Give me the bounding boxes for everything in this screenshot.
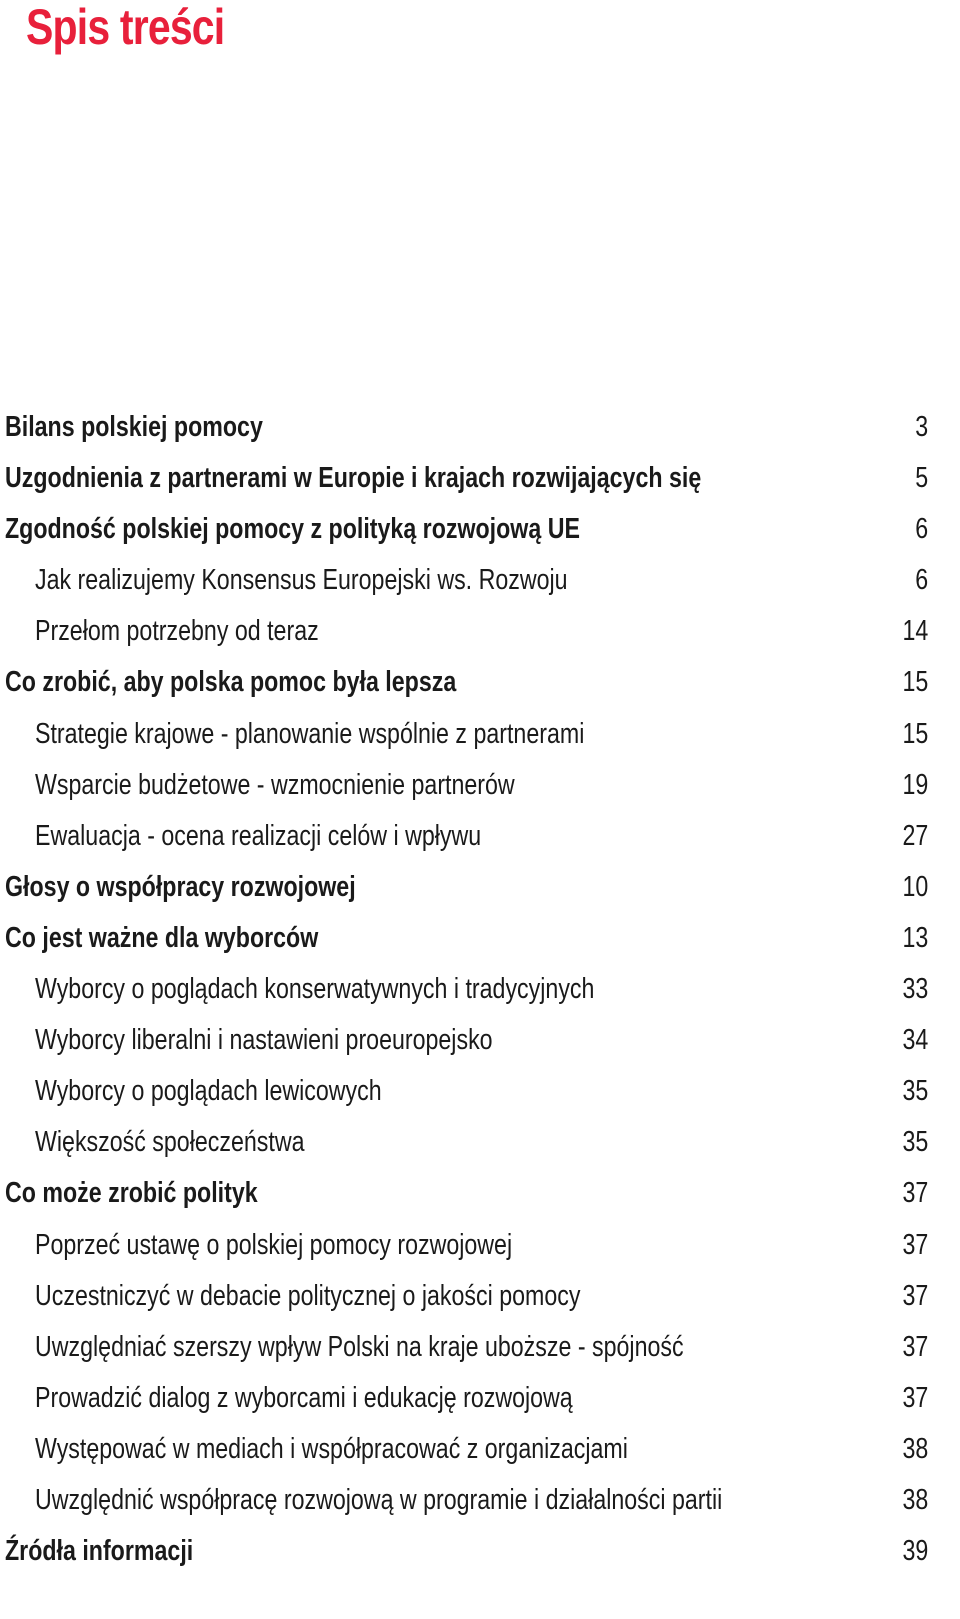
toc-entry-page: 35 <box>902 1075 928 1108</box>
toc-entry[interactable] <box>0 1423 960 1474</box>
toc-entry-page: 38 <box>902 1483 928 1516</box>
toc-entry-title: Uzgodnienia z partnerami w Europie i krajach rozwijających się <box>5 462 702 495</box>
table-of-contents <box>0 401 960 1576</box>
toc-entry[interactable] <box>0 708 960 759</box>
toc-entry-title: Strategie krajowe - planowanie wspólnie z partnerami <box>35 717 585 750</box>
toc-entry-page: 27 <box>902 819 928 852</box>
toc-entry[interactable] <box>0 861 960 912</box>
toc-entry[interactable] <box>0 1525 960 1576</box>
toc-entry-title: Głosy o współpracy rozwojowej <box>5 870 356 903</box>
toc-entry[interactable] <box>0 554 960 605</box>
toc-entry[interactable] <box>0 1372 960 1423</box>
toc-entry[interactable] <box>0 605 960 656</box>
toc-entry[interactable] <box>0 1014 960 1065</box>
toc-entry-page: 38 <box>902 1432 928 1465</box>
toc-entry-page: 15 <box>902 717 928 750</box>
toc-entry[interactable] <box>0 452 960 503</box>
toc-entry-page: 3 <box>915 411 928 443</box>
toc-entry[interactable] <box>0 1474 960 1525</box>
toc-entry-page: 5 <box>915 462 928 495</box>
toc-entry-title: Prowadzić dialog z wyborcami i edukację rozwojową <box>35 1381 573 1414</box>
toc-entry-page: 35 <box>902 1126 928 1159</box>
toc-entry[interactable] <box>0 1167 960 1218</box>
toc-entry-page: 37 <box>902 1330 928 1363</box>
toc-entry-title: Ewaluacja - ocena realizacji celów i wpływu <box>35 819 482 852</box>
toc-entry-page: 37 <box>902 1228 928 1261</box>
toc-entry[interactable] <box>0 503 960 554</box>
toc-entry-title: Jak realizujemy Konsensus Europejski ws. Rozwoju <box>35 564 568 597</box>
toc-entry-page: 6 <box>915 513 928 546</box>
toc-entry-page: 6 <box>915 564 928 597</box>
toc-entry-page: 15 <box>902 666 928 699</box>
toc-entry-title: Co zrobić, aby polska pomoc była lepsza <box>5 666 457 699</box>
toc-entry-page: 10 <box>902 870 928 903</box>
toc-entry-page: 19 <box>902 768 928 801</box>
toc-entry-page: 37 <box>902 1381 928 1414</box>
toc-entry[interactable] <box>0 1321 960 1372</box>
toc-entry[interactable] <box>0 963 960 1014</box>
toc-entry-page: 39 <box>902 1535 928 1568</box>
toc-entry[interactable] <box>0 1065 960 1116</box>
toc-entry-title: Co może zrobić polityk <box>5 1177 258 1210</box>
toc-entry[interactable] <box>0 810 960 861</box>
toc-entry[interactable] <box>0 759 960 810</box>
toc-entry-title: Źródła informacji <box>5 1535 194 1568</box>
toc-entry-title: Występować w mediach i współpracować z organizacjami <box>35 1432 628 1465</box>
toc-entry-page: 33 <box>902 973 928 1006</box>
toc-entry[interactable] <box>0 1116 960 1167</box>
toc-entry-title: Zgodność polskiej pomocy z polityką rozwojową UE <box>5 513 580 546</box>
toc-entry-page: 37 <box>902 1177 928 1210</box>
toc-entry-title: Uczestniczyć w debacie politycznej o jakości pomocy <box>35 1279 581 1312</box>
toc-entry[interactable] <box>0 1270 960 1321</box>
page-title: Spis treści <box>26 0 225 55</box>
toc-entry-title: Co jest ważne dla wyborców <box>5 921 319 954</box>
toc-entry-page: 37 <box>902 1279 928 1312</box>
toc-entry-title: Poprzeć ustawę o polskiej pomocy rozwojowej <box>35 1228 513 1261</box>
toc-entry[interactable] <box>0 1219 960 1270</box>
toc-entry-title: Uwzględnić współpracę rozwojową w programie i działalności partii <box>35 1483 723 1516</box>
toc-entry-page: 34 <box>902 1024 928 1057</box>
toc-entry-title: Większość społeczeństwa <box>35 1126 305 1159</box>
toc-entry-title: Wyborcy o poglądach lewicowych <box>35 1075 382 1108</box>
toc-entry-page: 14 <box>902 615 928 648</box>
toc-entry-page: 13 <box>902 921 928 954</box>
toc-entry[interactable] <box>0 656 960 707</box>
toc-entry-title: Wyborcy o poglądach konserwatywnych i tradycyjnych <box>35 973 595 1006</box>
toc-entry-title: Przełom potrzebny od teraz <box>35 615 319 648</box>
toc-entry-title: Wyborcy liberalni i nastawieni proeuropejsko <box>35 1024 493 1057</box>
toc-entry-title: Wsparcie budżetowe - wzmocnienie partnerów <box>35 768 515 801</box>
toc-entry[interactable] <box>0 401 960 452</box>
toc-entry-title: Bilans polskiej pomocy <box>5 411 263 443</box>
toc-entry[interactable] <box>0 912 960 963</box>
toc-entry-title: Uwzględniać szerszy wpływ Polski na kraje uboższe - spójność <box>35 1330 684 1363</box>
